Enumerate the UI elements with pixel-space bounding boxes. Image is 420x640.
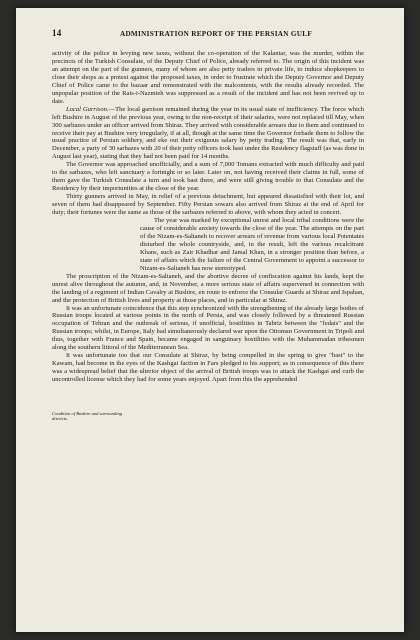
paragraph: activity of the police in levying new taxes, without the co-operation of the Kalantar, was the murder, within the precincts of the Turkish Consulate, of the Deputy Chief of Police, already referred to. The origin of this incident was an attempt on the part of the gunners, many of whom are also petty traders in private life, to induce shopkeepers to close their shops as a protest against the proposed taxes, in order to frustrate which the Deputy Governor and Deputy Chief of Police came to the bazaar and remonstrated with the malcontents, with the results already recorded. The unpopular position of the Rais-i-Nazmieh was suppressed as a result of the incident and has not been revived up to date. <box>52 50 364 105</box>
body-text <box>52 50 364 384</box>
document-page <box>16 8 404 632</box>
paragraph: The Governor was approached unofficially, and a sum of 7,000 Tomans extracted with much difficulty and paid to the sarbazes, who left sanctuary a fortnight or so later. Later on, not having received their claims in full, some of them gave the Turkish Consulate a turn and took bast there, and were still giving trouble to that Consulate and the Residency by their importunities at the close of the year. <box>52 161 364 193</box>
paragraph-text: —The local garrison remained during the year in its usual state of inefficiency. The force which left Bushire in August of the previous year, owing to the non-receipt of their salaries, were not replaced till May, when 300 sarbazes under an officer arrived from Shiraz. They arrived with considerable arrears due to them and continued to receive their pay at Bushire very irregularly, if at all, though at the same time the Governor forbade them to follow the usual practice of Persian soldiery, and eke out their exiguous salary by petty trading. The result was that, early in December, a party of 30 sarbazes with 20 of their petty officers took bast under the Residency flagstaff (as was done in August last year), stating that they had not been paid for 14 months. <box>52 105 364 161</box>
paragraph <box>52 106 364 162</box>
paragraph: The year was marked by exceptional unrest and local tribal conditions were the cause of considerable anxiety towards the close of the year. The attempts on the part of the Nizam-es-Saltaneh to recover arrears of revenue from various local Potentates disturbed the whole countryside, and, in the result, left the various recalcitrant Khans, such as Zair Khadhar and Jamal Khan, in a stronger position than before, a state of affairs which the failure of the Central Government to appoint a successor to Nizam-es-Saltaneh has now stereotyped. <box>140 217 364 272</box>
page-header <box>52 28 380 44</box>
page-number: 14 <box>52 28 62 38</box>
running-title: ADMINISTRATION REPORT OF THE PERSIAN GULF <box>119 30 313 38</box>
margin-note: Condition of Bushire and surrounding districts. <box>52 411 123 422</box>
section-heading-local-garrison: Local Garrison. <box>66 105 109 113</box>
paragraph: Thirty gunners arrived in May, in relief of a previous detachment, but appeared dissatisfied with their lot, and seven of them had disappeared by September. Fifty Persian sowars also arrived from Shiraz at the end of April for duty; their fortunes were the same as those of the sarbazes referred to above, with whom they acted in concert. <box>52 193 364 217</box>
paragraph: It was unfortunate too that our Consulate at Shiraz, by being compelled in the spring to give "bast" to the Kawam, had become in the eyes of the Kashgai faction in Fars pledged to his support; as in consequence of this there was a widespread belief that the ulterior object of the arrival of British troops was to attack the Kashgai and curb the uncontrolled license which they had for some years enjoyed. Apart from this the apprehended <box>52 352 364 384</box>
paragraph: It was an unfortunate coincidence that this step synchronized with the strengthening of the already large bodies of Russian troops located at various points in the north of Persia, and was closely followed by a threatened Russian occupation of Tehran and the outbreak of serious, if unofficial, hostilities in Tabriz between the "fedais" and the Russian troops; whilst, in Europe, Italy had simultaneously declared war upon the Ottoman Government in Tripoli and thus, together with France and Spain, became engaged in sanguinary hostilities with the Muhammadan tribesmen along the southern littoral of the Mediterranean Sea. <box>52 304 364 352</box>
paragraph: The proscription of the Nizam-es-Saltaneh, and the abortive decree of confiscation against his lands, kept the unrest alive throughout the autumn, and, in November, a more serious state of affairs supervened in connection with the landing of a regiment of Indian Cavalry at Bushire, en route to enforce the Consular Guards at Shiraz and Ispahan, and the protection of British lives and property at those places, and in particular at Shiraz. <box>52 272 364 304</box>
